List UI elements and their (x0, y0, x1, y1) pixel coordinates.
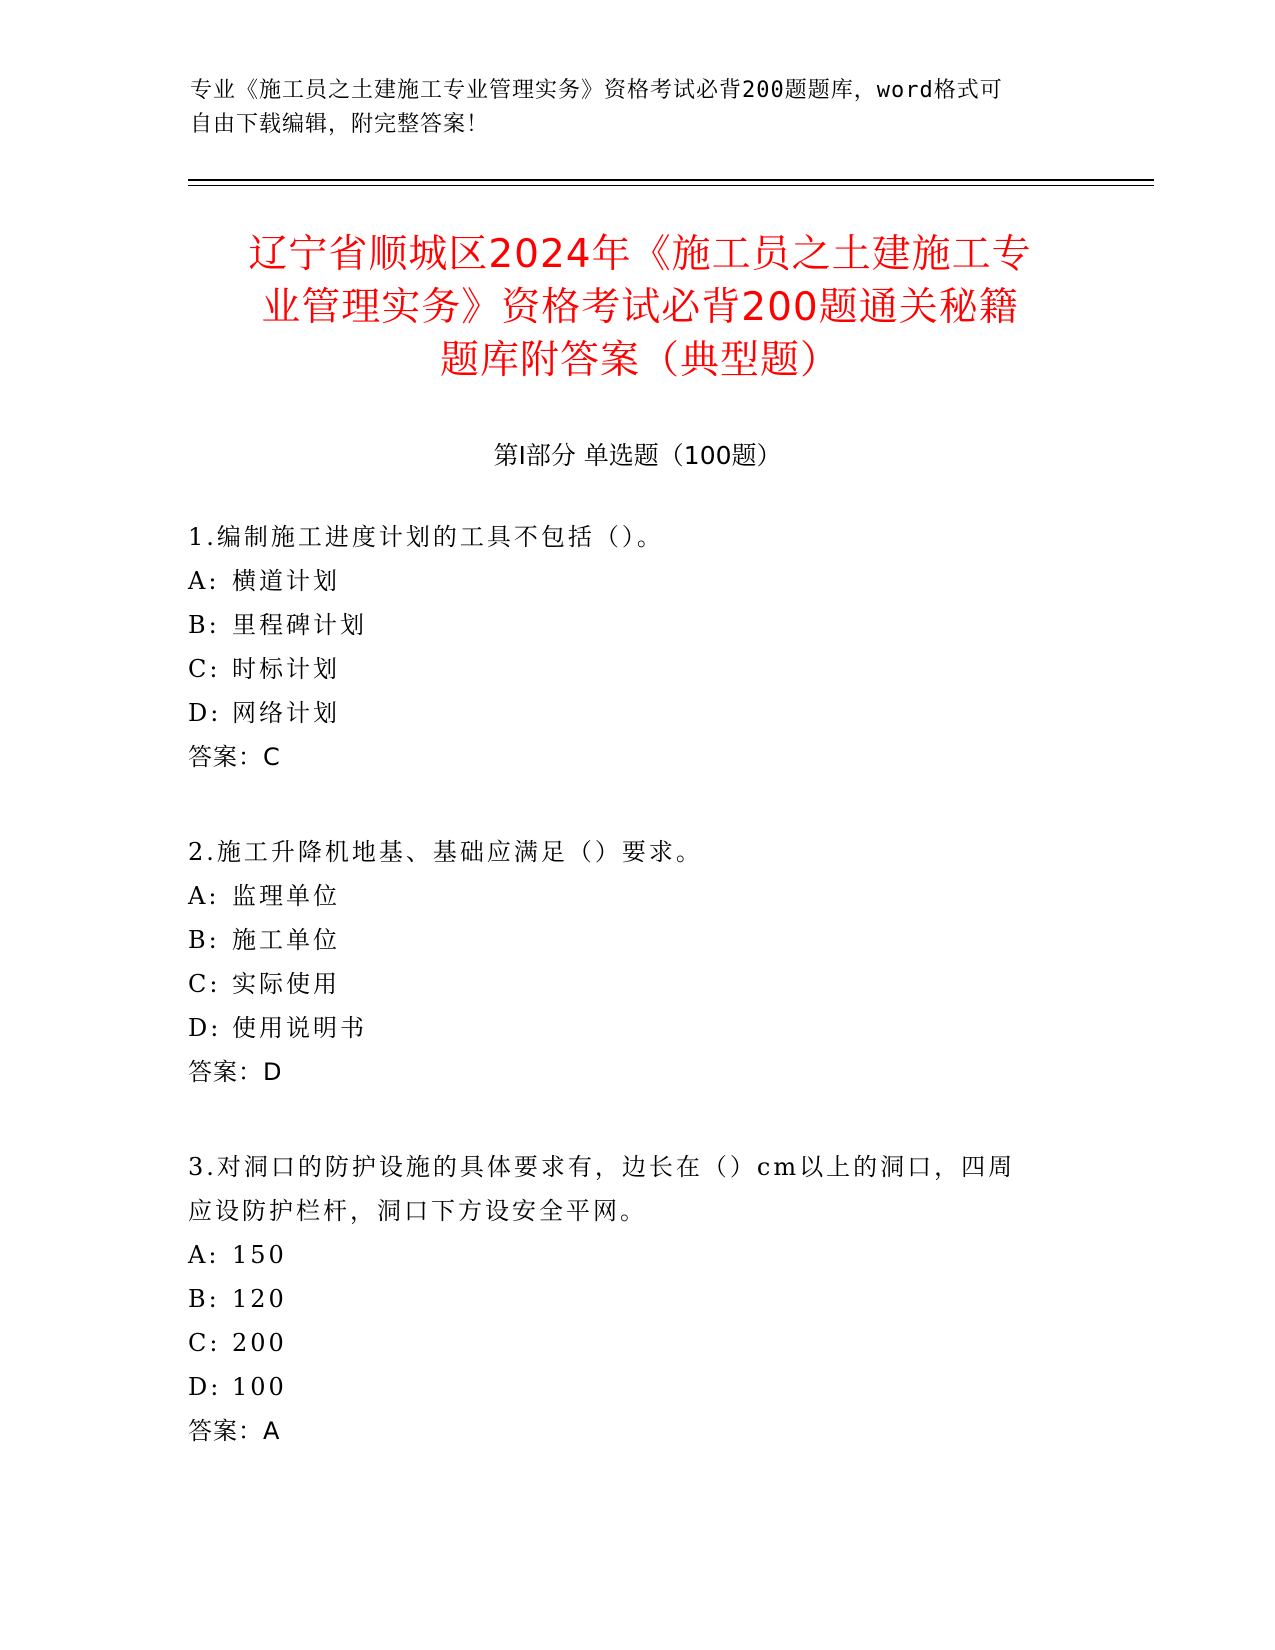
question-2-answer: 答案：D (188, 1058, 283, 1086)
option-text: 横道计划 (232, 567, 340, 595)
option-key: C: (188, 970, 221, 998)
question-2-option-c (188, 968, 1088, 1000)
option-key: D: (188, 1014, 222, 1042)
header-divider-thin (188, 185, 1154, 186)
title-line-2: 业管理实务》资格考试必背200题通关秘籍 (261, 285, 1019, 330)
option-key: C: (188, 1329, 221, 1357)
question-3-option-c (188, 1327, 1088, 1359)
question-2-stem: 2.施工升降机地基、基础应满足（）要求。 (188, 838, 703, 866)
option-key: D: (188, 1373, 222, 1401)
option-key: B: (188, 926, 220, 954)
option-text: 100 (232, 1373, 287, 1401)
title-line-1: 辽宁省顺城区2024年《施工员之土建施工专 (248, 232, 1032, 277)
header-divider-thick (188, 179, 1154, 181)
question-3-stem-line-1: 3.对洞口的防护设施的具体要求有，边长在（）cm以上的洞口，四周 (188, 1153, 1016, 1181)
option-text: 时标计划 (232, 655, 340, 683)
option-key: A: (188, 1241, 220, 1269)
question-1-option-b (188, 609, 1088, 641)
header-note-line-1: 专业《施工员之土建施工专业管理实务》资格考试必背200题题库，word格式可 (190, 78, 1003, 103)
question-3-option-a (188, 1239, 1088, 1271)
question-2-option-a (188, 880, 1088, 912)
question-3-answer: 答案：A (188, 1417, 281, 1445)
question-1-answer: 答案：C (188, 743, 281, 771)
option-key: A: (188, 567, 220, 595)
option-text: 150 (232, 1241, 287, 1269)
option-text: 120 (232, 1285, 287, 1313)
option-key: A: (188, 882, 220, 910)
title-line-3: 题库附答案（典型题） (439, 338, 840, 383)
question-1-option-d (188, 697, 1088, 729)
option-text: 使用说明书 (232, 1014, 367, 1042)
question-3-option-b (188, 1283, 1088, 1315)
question-2-option-d (188, 1012, 1088, 1044)
option-key: D: (188, 699, 222, 727)
option-text: 网络计划 (232, 699, 340, 727)
header-note-line-2: 自由下载编辑，附完整答案！ (190, 112, 490, 137)
option-key: C: (188, 655, 221, 683)
question-3-stem-line-2: 应设防护栏杆，洞口下方设安全平网。 (188, 1197, 647, 1225)
option-text: 监理单位 (232, 882, 340, 910)
question-1-stem: 1.编制施工进度计划的工具不包括（）。 (188, 523, 664, 551)
option-key: B: (188, 611, 220, 639)
option-text: 里程碑计划 (232, 611, 367, 639)
question-1-option-a (188, 565, 1088, 597)
document-header-note (190, 74, 1070, 142)
option-text: 施工单位 (232, 926, 340, 954)
section-heading: 第Ⅰ部分 单选题（100题） (493, 441, 782, 470)
option-key: B: (188, 1285, 220, 1313)
option-text: 200 (232, 1329, 287, 1357)
question-3-option-d (188, 1371, 1088, 1403)
document-title (150, 228, 1130, 387)
option-text: 实际使用 (232, 970, 340, 998)
question-2-option-b (188, 924, 1088, 956)
question-1-option-c (188, 653, 1088, 685)
